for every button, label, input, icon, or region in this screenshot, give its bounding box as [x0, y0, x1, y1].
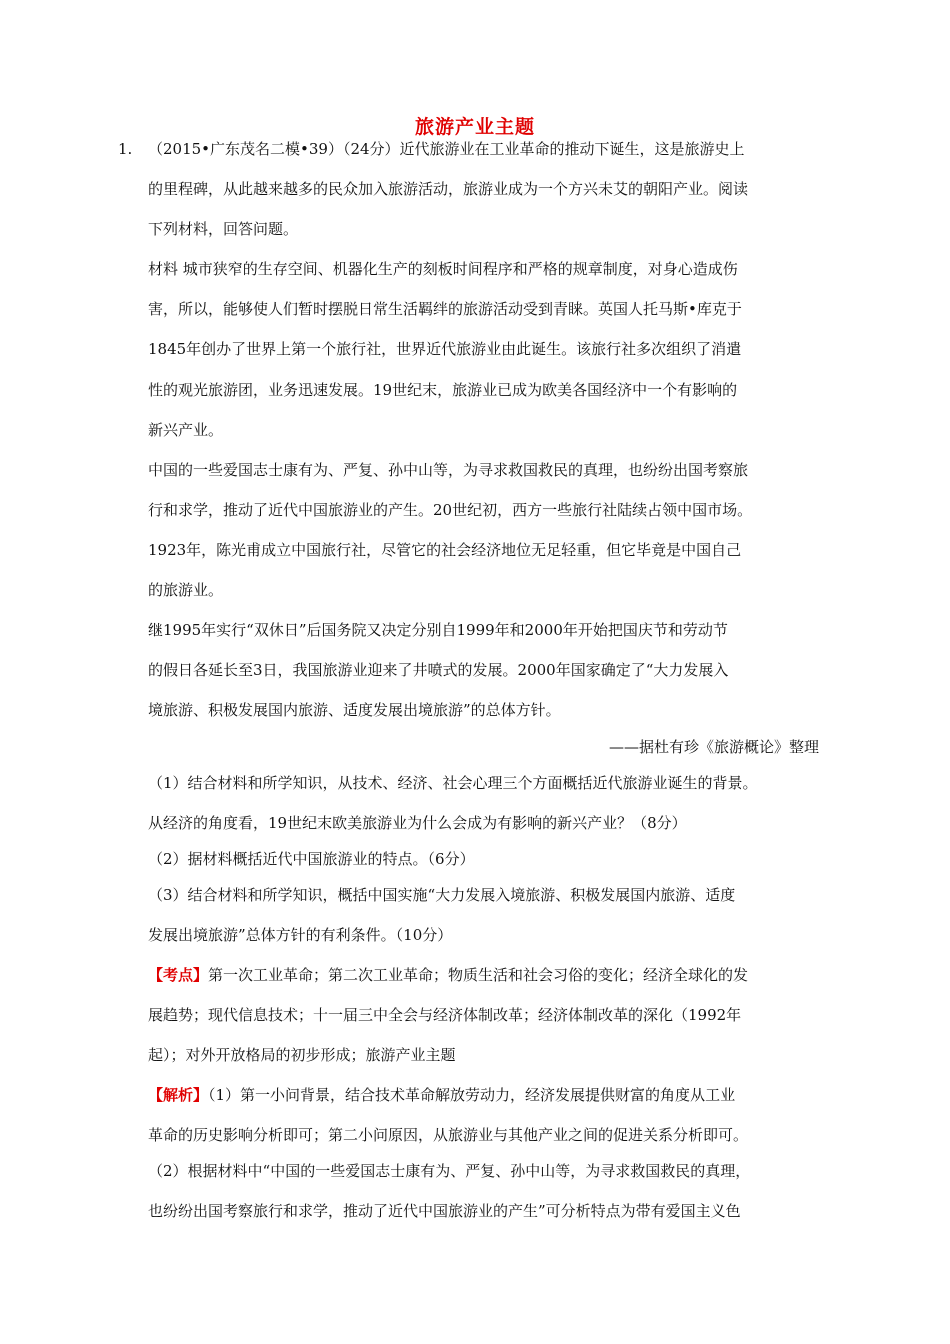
jiexi-line: 革命的历史影响分析即可；第二小问原因，从旅游业与其他产业之间的促进关系分析即可。 — [148, 1126, 749, 1144]
material-line: 中国的一些爱国志士康有为、严复、孙中山等，为寻求救国救民的真理，也纷纷出国考察旅 — [148, 461, 749, 479]
jiexi-line: 也纷纷出国考察旅行和求学，推动了近代中国旅游业的产生”可分析特点为带有爱国主义色 — [148, 1202, 741, 1220]
material-line: 行和求学，推动了近代中国旅游业的产生。20世纪初，西方一些旅行社陆续占领中国市场。 — [148, 501, 753, 519]
material-line: 材料 城市狭窄的生存空间、机器化生产的刻板时间程序和严格的规章制度，对身心造成伤 — [148, 260, 738, 278]
material-line: 1845年创办了世界上第一个旅行社，世界近代旅游业由此诞生。该旅行社多次组织了消遣 — [148, 340, 742, 358]
jiexi-line: （2）根据材料中“中国的一些爱国志士康有为、严复、孙中山等，为寻求救国救民的真理， — [148, 1162, 751, 1180]
material-line: 害，所以，能够使人们暂时摆脱日常生活羁绊的旅游活动受到青睐。英国人托马斯•库克于 — [148, 300, 742, 318]
page-title: 旅游产业主题 — [414, 116, 535, 138]
jiexi-label: 【解析】 — [148, 1086, 209, 1104]
question-line: （2）据材料概括近代中国旅游业的特点。（6分） — [148, 850, 475, 868]
material-line: 境旅游、积极发展国内旅游、适度发展出境旅游”的总体方针。 — [148, 701, 561, 719]
question-number: 1. — [118, 140, 133, 158]
material-line: 新兴产业。 — [148, 421, 224, 439]
question-line: （3）结合材料和所学知识，概括中国实施“大力发展入境旅游、积极发展国内旅游、适度 — [148, 886, 736, 904]
material-line: 继1995年实行“双休日”后国务院又决定分别自1999年和2000年开始把国庆节和劳动节 — [148, 621, 728, 639]
material-line: 的假日各延长至3日，我国旅游业迎来了井喷式的发展。2000年国家确定了“大力发展入 — [148, 661, 729, 679]
material-line: 性的观光旅游团，业务迅速发展。19世纪末，旅游业已成为欧美各国经济中一个有影响的 — [148, 381, 738, 399]
intro-line: 下列材料，回答问题。 — [148, 220, 299, 238]
jiexi-line — [148, 1086, 735, 1104]
kaodian-line: 起）；对外开放格局的初步形成；旅游产业主题 — [148, 1046, 456, 1064]
question-line: （1）结合材料和所学知识，从技术、经济、社会心理三个方面概括近代旅游业诞生的背景。 — [148, 774, 758, 792]
kaodian-label: 【考点】 — [148, 966, 209, 984]
jiexi-text: （1）第一小问背景，结合技术革命解放劳动力，经济发展提供财富的角度从工业 — [208, 1086, 736, 1104]
kaodian-line: 展趋势；现代信息技术；十一届三中全会与经济体制改革；经济体制改革的深化（1992年 — [148, 1006, 742, 1024]
material-line: 的旅游业。 — [148, 581, 224, 599]
question-line: 发展出境旅游”总体方针的有利条件。（10分） — [148, 926, 453, 944]
source-citation: ——据杜有珍《旅游概论》整理 — [608, 738, 819, 756]
question-line: 从经济的角度看，19世纪末欧美旅游业为什么会成为有影响的新兴产业？（8分） — [148, 814, 687, 832]
material-line: 1923年，陈光甫成立中国旅行社，尽管它的社会经济地位无足轻重，但它毕竟是中国自己 — [148, 541, 742, 559]
intro-line: 的里程碑，从此越来越多的民众加入旅游活动，旅游业成为一个方兴未艾的朝阳产业。阅读 — [148, 180, 749, 198]
intro-line: （2015•广东茂名二模•39）（24分）近代旅游业在工业革命的推动下诞生，这是旅游史上 — [148, 140, 745, 158]
kaodian-text: 第一次工业革命；第二次工业革命；物质生活和社会习俗的变化；经济全球化的发 — [208, 966, 749, 984]
kaodian-line — [148, 966, 748, 984]
